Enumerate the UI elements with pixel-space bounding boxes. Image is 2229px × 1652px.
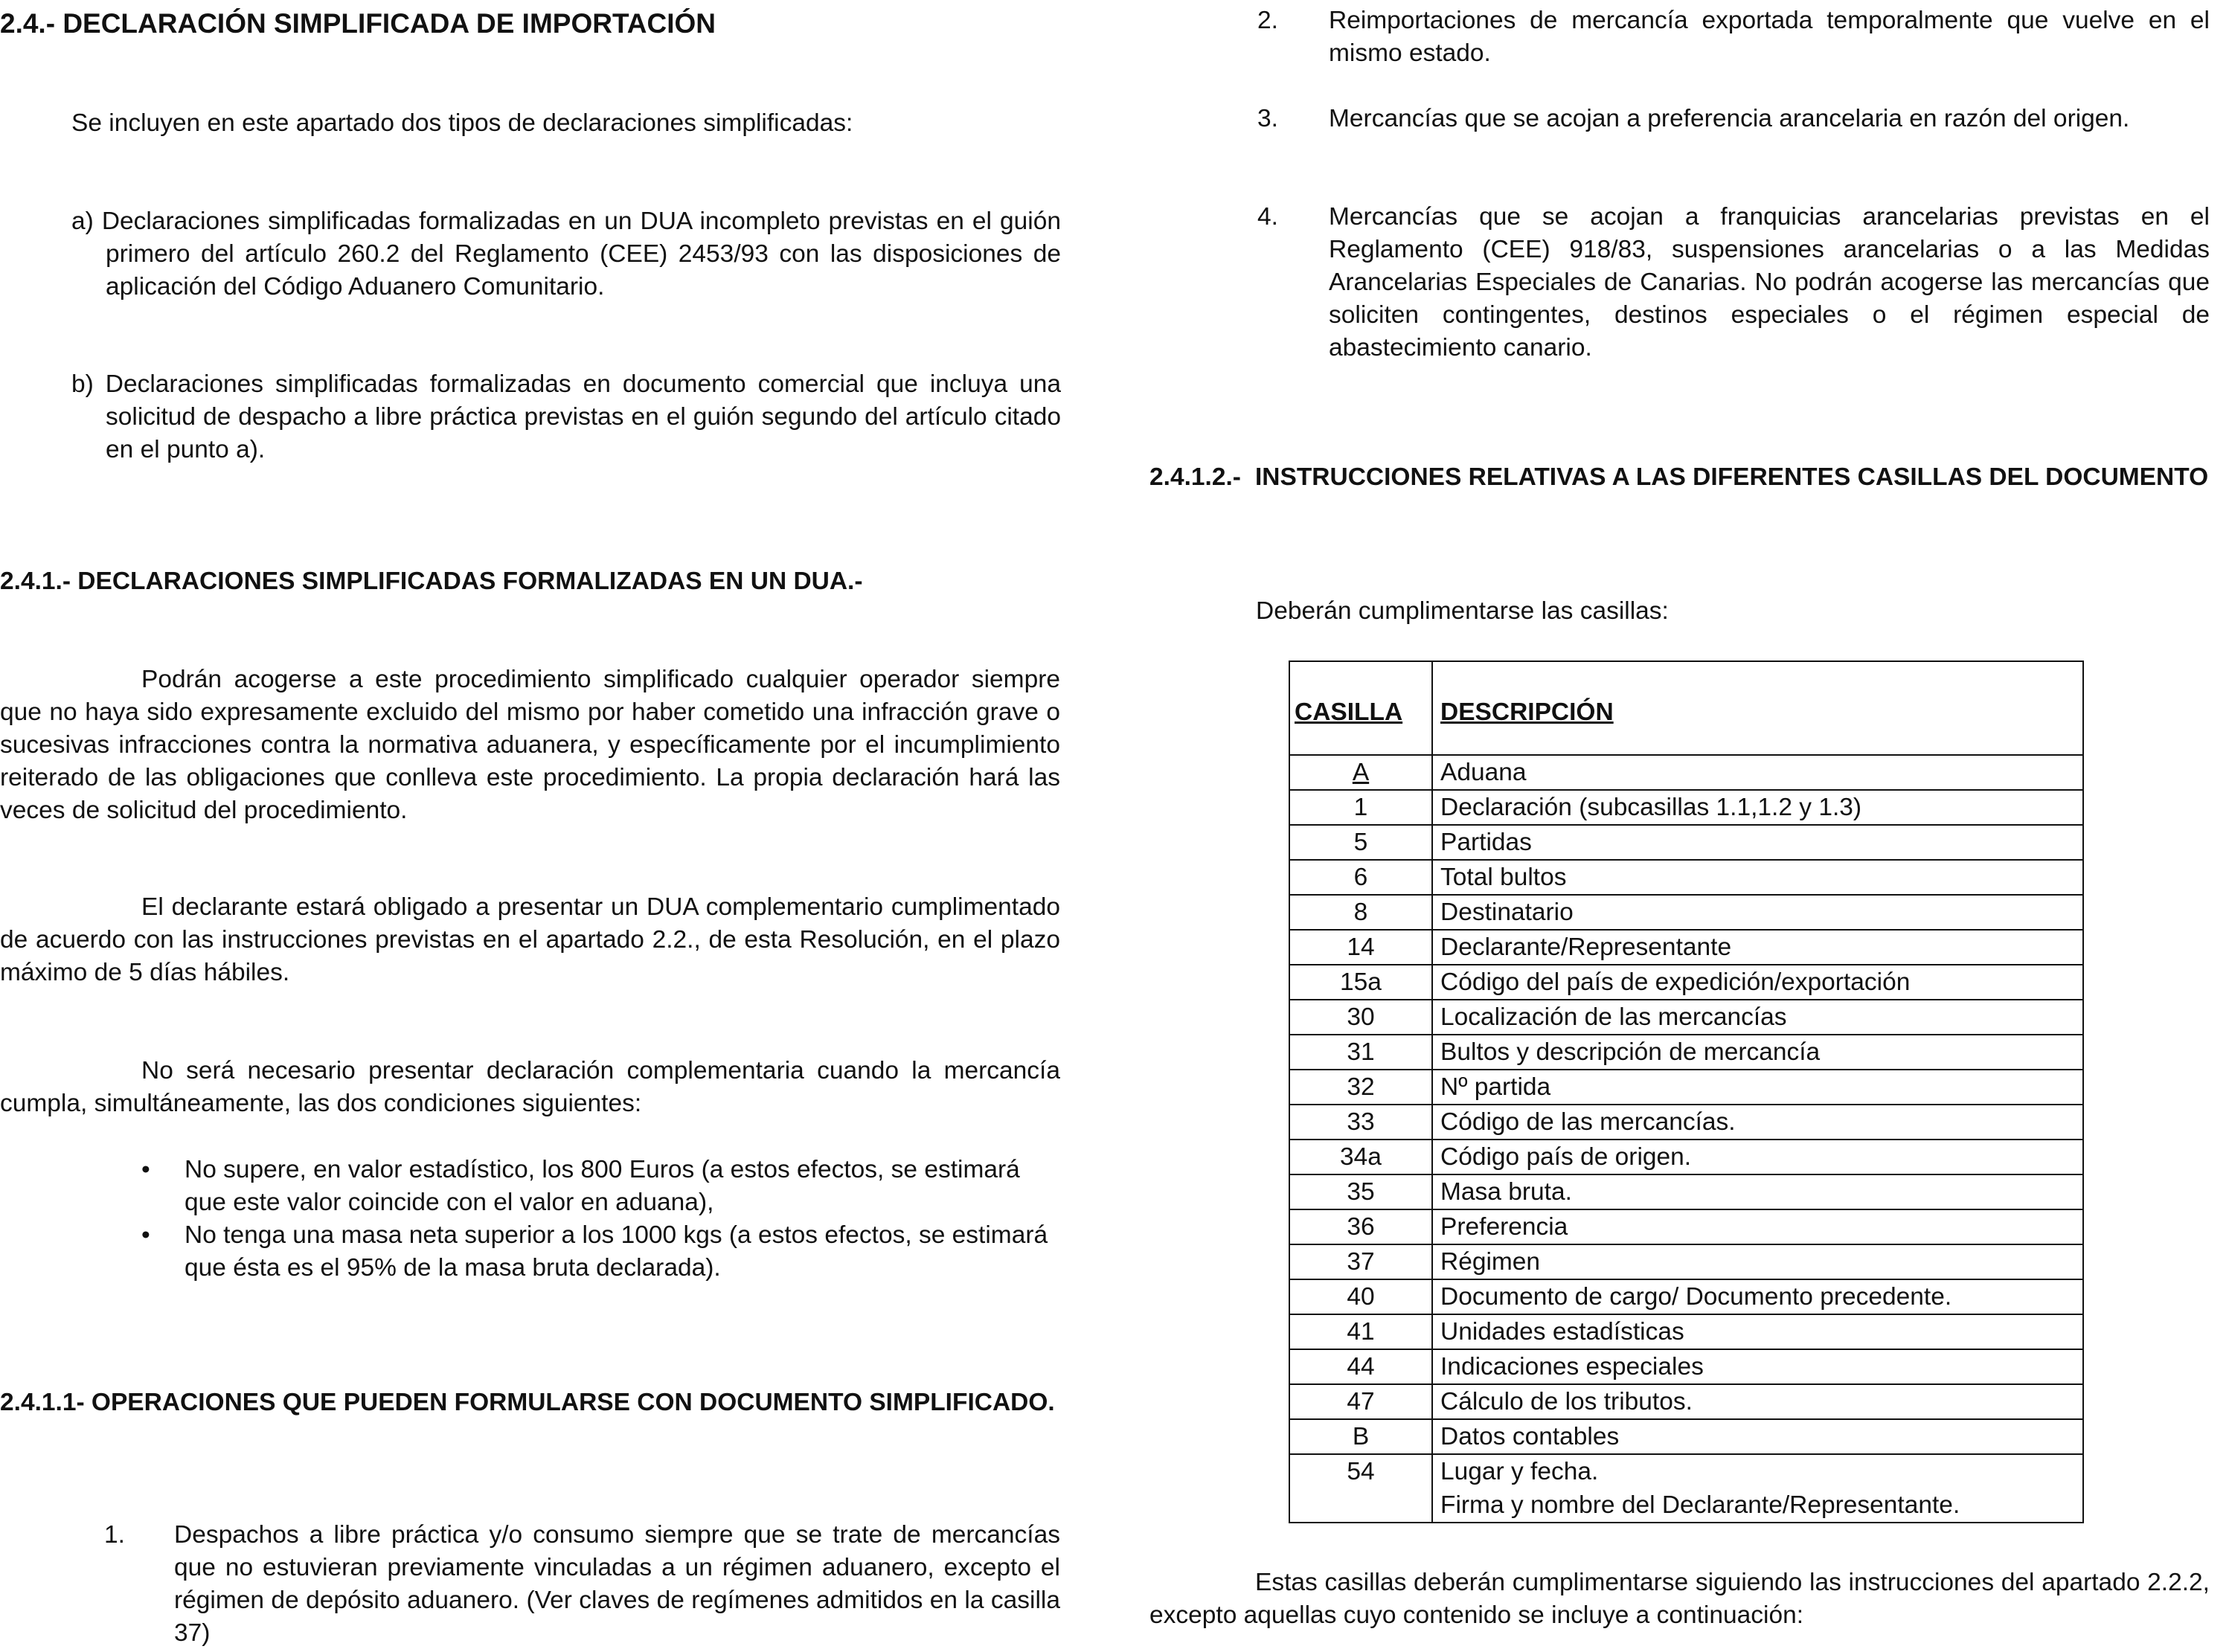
table-row bbox=[1289, 1419, 2083, 1454]
cell-casilla: 34a bbox=[1289, 1140, 1432, 1174]
cell-descripcion: Total bultos bbox=[1432, 860, 2083, 895]
list-item: • No supere, en valor estadístico, los 800 Euros (a estos efectos, se estimará que este valor coincide con el valor en aduana), bbox=[141, 1154, 1056, 1219]
table-row bbox=[1289, 790, 2083, 825]
item-text: Reimportaciones de mercancía exportada temporalmente que vuelve en el mismo estado. bbox=[1329, 7, 2210, 67]
table-row bbox=[1289, 1105, 2083, 1140]
table-row bbox=[1289, 860, 2083, 895]
cell-descripcion: Unidades estadísticas bbox=[1432, 1314, 2083, 1349]
table-row bbox=[1289, 1070, 2083, 1105]
item-number: 3. bbox=[1257, 105, 1278, 132]
table-row bbox=[1289, 895, 2083, 930]
table-row bbox=[1289, 965, 2083, 1000]
list-item: • No tenga una masa neta superior a los 1000 kgs (a estos efectos, se estimará que ésta es el 95% de la masa bruta declarada). bbox=[141, 1219, 1056, 1285]
cell-descripcion: Declaración (subcasillas 1.1,1.2 y 1.3) bbox=[1432, 790, 2083, 825]
cell-descripcion-line: Firma y nombre del Declarante/Representante. bbox=[1440, 1491, 1960, 1519]
table-row bbox=[1289, 1140, 2083, 1174]
cell-descripcion: Aduana bbox=[1432, 755, 2083, 790]
cell-casilla: 40 bbox=[1289, 1279, 1432, 1314]
cell-casilla: 47 bbox=[1289, 1384, 1432, 1419]
cell-casilla: 15a bbox=[1289, 965, 1432, 1000]
item-number: 1. bbox=[104, 1521, 125, 1549]
item-text: Despachos a libre práctica y/o consumo siempre que se trate de mercancías que no estuvieran previamente vinculadas a un régimen aduanero, excepto el régimen de depósito aduanero. (Ver claves de regímenes admitidos en la casilla 37) bbox=[174, 1521, 1060, 1647]
table-row bbox=[1289, 1384, 2083, 1419]
cell-casilla: 54 bbox=[1289, 1454, 1432, 1523]
heading-text: INSTRUCCIONES RELATIVAS A LAS DIFERENTES CASILLAS DEL DOCUMENTO bbox=[1255, 463, 2209, 491]
item-number: 4. bbox=[1257, 203, 1278, 231]
table-row bbox=[1289, 1244, 2083, 1279]
section-heading-2-4-1-2 bbox=[1149, 461, 2210, 494]
section-heading-2-4-1: 2.4.1.- DECLARACIONES SIMPLIFICADAS FORMALIZADAS EN UN DUA.- bbox=[0, 568, 863, 595]
operation-item-2 bbox=[1257, 4, 2210, 70]
cell-casilla: 44 bbox=[1289, 1349, 1432, 1384]
cell-descripcion: Datos contables bbox=[1432, 1419, 2083, 1454]
table-spacer-row bbox=[1289, 729, 2083, 755]
table-row bbox=[1289, 1314, 2083, 1349]
cell-descripcion: Código de las mercancías. bbox=[1432, 1105, 2083, 1140]
section-heading-2-4-1-1: 2.4.1.1- OPERACIONES QUE PUEDEN FORMULARSE CON DOCUMENTO SIMPLIFICADO. bbox=[0, 1389, 1055, 1416]
paragraph-operador: Podrán acogerse a este procedimiento simplificado cualquier operador siempre que no haya sido expresamente excluido del mismo por haber cometido una infracción grave o sucesivas infracciones contra la normativa aduanera, y específicamente por el incumplimiento reiterado de las obligaciones que conlleva este procedimiento. La propia declaración hará las veces de solicitud del procedimiento. bbox=[0, 666, 1060, 824]
cell-casilla: 31 bbox=[1289, 1035, 1432, 1070]
operation-item-3 bbox=[1257, 103, 2210, 135]
table-row bbox=[1289, 825, 2083, 860]
cell-descripcion: Bultos y descripción de mercancía bbox=[1432, 1035, 2083, 1070]
cell-descripcion: Régimen bbox=[1432, 1244, 2083, 1279]
section-heading-2-4: 2.4.- DECLARACIÓN SIMPLIFICADA DE IMPORTACIÓN bbox=[0, 8, 716, 39]
paragraph-no-necesario: No será necesario presentar declaración complementaria cuando la mercancía cumpla, simultáneamente, las dos condiciones siguientes: bbox=[0, 1057, 1060, 1117]
cell-descripcion: Declarante/Representante bbox=[1432, 930, 2083, 965]
cell-descripcion bbox=[1432, 1454, 2083, 1523]
list-item-b: b) Declaraciones simplificadas formalizadas en documento comercial que incluya una solicitud de despacho a libre práctica previstas en el guión segundo del artículo citado en el punto a). bbox=[71, 370, 1061, 463]
cell-casilla: 32 bbox=[1289, 1070, 1432, 1105]
cell-descripcion: Código país de origen. bbox=[1432, 1140, 2083, 1174]
item-text: Mercancías que se acojan a preferencia arancelaria en razón del origen. bbox=[1329, 105, 2130, 132]
cell-casilla: 41 bbox=[1289, 1314, 1432, 1349]
cell-casilla: 8 bbox=[1289, 895, 1432, 930]
table-row bbox=[1289, 1000, 2083, 1035]
item-number: 2. bbox=[1257, 7, 1278, 34]
cell-descripcion: Partidas bbox=[1432, 825, 2083, 860]
column-header-casilla: CASILLA bbox=[1289, 661, 1432, 729]
cell-descripcion: Localización de las mercancías bbox=[1432, 1000, 2083, 1035]
casillas-table bbox=[1289, 661, 2084, 1523]
table-row bbox=[1289, 1454, 2083, 1523]
closing-paragraph: Estas casillas deberán cumplimentarse siguiendo las instrucciones del apartado 2.2.2, excepto aquellas cuyo contenido se incluye a continuación: bbox=[1149, 1569, 2210, 1629]
cell-casilla: 1 bbox=[1289, 790, 1432, 825]
table-row bbox=[1289, 1035, 2083, 1070]
cell-descripcion: Indicaciones especiales bbox=[1432, 1349, 2083, 1384]
cell-casilla: 30 bbox=[1289, 1000, 1432, 1035]
cell-casilla: 36 bbox=[1289, 1209, 1432, 1244]
cell-descripcion: Documento de cargo/ Documento precedente. bbox=[1432, 1279, 2083, 1314]
cell-descripcion: Nº partida bbox=[1432, 1070, 2083, 1105]
cell-descripcion: Código del país de expedición/exportación bbox=[1432, 965, 2083, 1000]
cell-casilla: 37 bbox=[1289, 1244, 1432, 1279]
cell-descripcion: Cálculo de los tributos. bbox=[1432, 1384, 2083, 1419]
paragraph-dua-complementario: El declarante estará obligado a presentar un DUA complementario cumplimentado de acuerdo con las instrucciones previstas en el apartado 2.2., de esta Resolución, en el plazo máximo de 5 días hábiles. bbox=[0, 893, 1060, 986]
table-row bbox=[1289, 1174, 2083, 1209]
table-row bbox=[1289, 1209, 2083, 1244]
cell-descripcion: Masa bruta. bbox=[1432, 1174, 2083, 1209]
cell-casilla: B bbox=[1289, 1419, 1432, 1454]
table-row bbox=[1289, 755, 2083, 790]
cell-casilla: A bbox=[1289, 755, 1432, 790]
cell-casilla: 5 bbox=[1289, 825, 1432, 860]
cell-casilla: 6 bbox=[1289, 860, 1432, 895]
cell-descripcion-line: Lugar y fecha. bbox=[1440, 1458, 1599, 1485]
intro-paragraph: Se incluyen en este apartado dos tipos de declaraciones simplificadas: bbox=[71, 109, 853, 137]
cell-casilla: 35 bbox=[1289, 1174, 1432, 1209]
operation-item-4 bbox=[1257, 201, 2210, 364]
cell-casilla: 33 bbox=[1289, 1105, 1432, 1140]
cell-descripcion: Preferencia bbox=[1432, 1209, 2083, 1244]
operation-item-1 bbox=[104, 1519, 1060, 1650]
table-header-row bbox=[1289, 661, 2083, 729]
column-header-descripcion: DESCRIPCIÓN bbox=[1432, 661, 2083, 729]
cell-descripcion: Destinatario bbox=[1432, 895, 2083, 930]
deberan-label: Deberán cumplimentarse las casillas: bbox=[1256, 597, 1669, 625]
conditions-list bbox=[141, 1154, 1056, 1285]
table-row bbox=[1289, 930, 2083, 965]
table-row bbox=[1289, 1349, 2083, 1384]
list-item-a: a) Declaraciones simplificadas formalizadas en un DUA incompleto previstas en el guión primero del artículo 260.2 del Reglamento (CEE) 2453/93 con las disposiciones de aplicación del Código Aduanero Comunitario. bbox=[71, 208, 1061, 300]
table-row bbox=[1289, 1279, 2083, 1314]
item-text: Mercancías que se acojan a franquicias arancelarias previstas en el Reglamento (CEE) 918/83, suspensiones arancelarias o a las Medidas Arancelarias Especiales de Canarias. No podrán acogerse las mercancías que soliciten contingentes, destinos especiales o el régimen especial de abastecimiento canario. bbox=[1329, 203, 2210, 361]
heading-number: 2.4.1.2.- bbox=[1149, 463, 1241, 491]
cell-casilla: 14 bbox=[1289, 930, 1432, 965]
